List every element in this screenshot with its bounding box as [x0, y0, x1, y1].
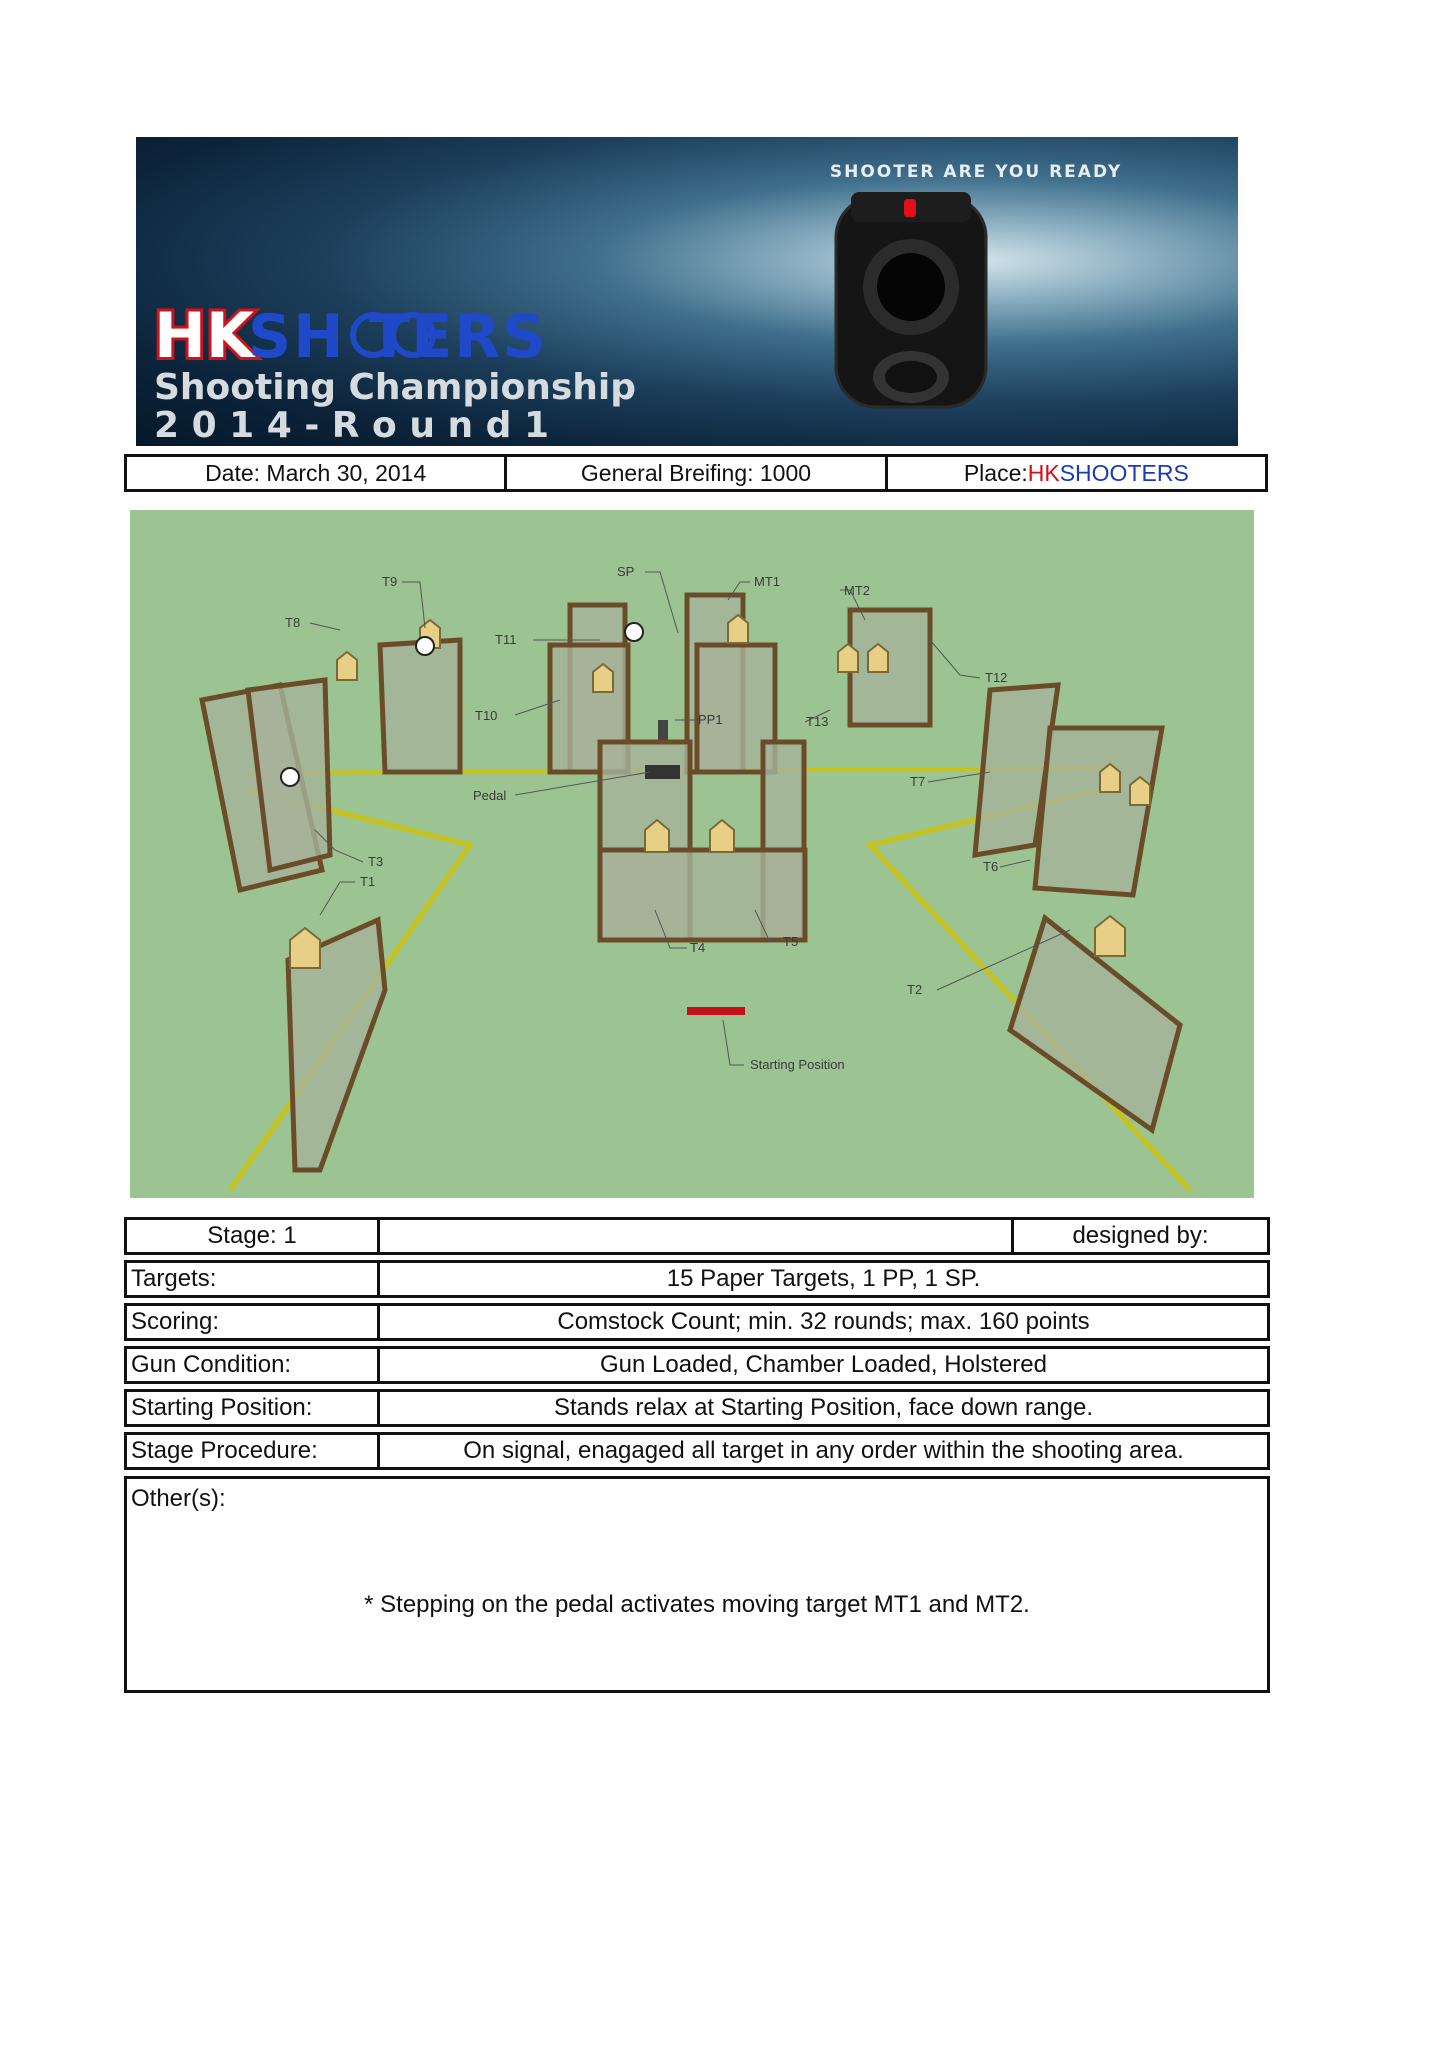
label-t7: T7	[910, 774, 926, 789]
info-bar	[124, 454, 1268, 492]
banner-graphic	[136, 137, 1238, 446]
row-key: Stage Procedure:	[127, 1435, 380, 1467]
label-t4: T4	[690, 940, 706, 955]
banner-tagline: SHOOTER ARE YOU READY	[829, 162, 1123, 182]
label-starting-position: Starting Position	[750, 1057, 845, 1072]
logo-shooters: SH TERS	[248, 302, 548, 372]
place-shooters: SHOOTERS	[1059, 459, 1189, 486]
row-key: Scoring:	[127, 1306, 380, 1338]
stage-number: Stage: 1	[127, 1220, 380, 1252]
label-t8: T8	[285, 615, 301, 630]
starting-position-marker	[687, 1007, 745, 1015]
stage-row-scoring	[124, 1303, 1270, 1341]
label-pedal: Pedal	[473, 788, 507, 803]
banner-line1: Shooting Championship	[154, 367, 636, 408]
stage-name-cell	[380, 1220, 1014, 1252]
label-t10: T10	[475, 708, 498, 723]
label-t6: T6	[983, 859, 999, 874]
place-cell	[888, 457, 1265, 489]
designed-by: designed by:	[1072, 1222, 1209, 1249]
row-key: Starting Position:	[127, 1392, 380, 1424]
briefing-cell: General Breifing: 1000	[507, 457, 887, 489]
label-t9: T9	[382, 574, 398, 589]
row-value: 15 Paper Targets, 1 PP, 1 SP.	[666, 1265, 981, 1292]
label-t12: T12	[985, 670, 1008, 685]
stage-row-gun-condition	[124, 1346, 1270, 1384]
banner-line2: 2 0 1 4 - R o u n d 1	[154, 405, 549, 446]
row-value: Stands relax at Starting Position, face down range.	[554, 1394, 1093, 1421]
label-sp: SP	[617, 564, 635, 579]
label-t1: T1	[360, 874, 376, 889]
others-label: Other(s):	[131, 1485, 226, 1512]
stage-row-procedure	[124, 1432, 1270, 1470]
stage-row-starting-position	[124, 1389, 1270, 1427]
label-mt1: MT1	[754, 574, 780, 589]
row-key: Gun Condition:	[127, 1349, 380, 1381]
label-t2: T2	[907, 982, 923, 997]
pedal-icon	[645, 765, 680, 779]
place-hk: HK	[1027, 459, 1060, 486]
championship-banner	[136, 137, 1238, 446]
popper-icon	[658, 720, 668, 740]
label-mt2: MT2	[844, 583, 870, 598]
stage-diagram	[130, 510, 1254, 1198]
label-t13: T13	[806, 714, 829, 729]
place-label: Place:	[963, 459, 1028, 486]
row-key: Targets:	[127, 1263, 380, 1295]
label-t3: T3	[368, 854, 384, 869]
label-t5: T5	[783, 934, 799, 949]
date-cell: Date: March 30, 2014	[127, 457, 507, 489]
label-pp1: PP1	[698, 712, 723, 727]
row-value: Gun Loaded, Chamber Loaded, Holstered	[600, 1351, 1047, 1378]
others-box	[124, 1476, 1270, 1693]
logo-hk: HK	[154, 299, 254, 372]
others-note: * Stepping on the pedal activates moving target MT1 and MT2.	[364, 1591, 1030, 1618]
row-value: On signal, enagaged all target in any order within the shooting area.	[463, 1437, 1184, 1464]
row-value: Comstock Count; min. 32 rounds; max. 160 points	[557, 1308, 1090, 1335]
pistol-muzzle-icon	[836, 192, 986, 407]
stage-header-row	[124, 1217, 1270, 1255]
label-t11: T11	[495, 632, 517, 647]
stage-row-targets	[124, 1260, 1270, 1298]
